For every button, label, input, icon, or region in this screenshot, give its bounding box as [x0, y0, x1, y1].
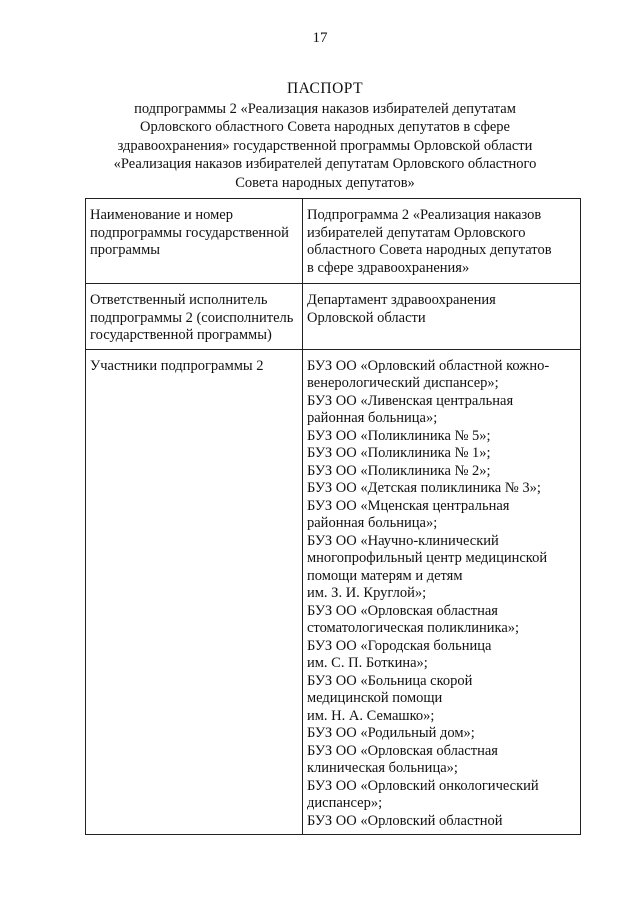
value-line: Подпрограмма 2 «Реализация наказов: [307, 207, 542, 223]
row-value-cell: [303, 284, 581, 350]
participant-line: БУЗ ОО «Орловский онкологический: [307, 777, 539, 794]
label-line: подпрограммы 2 (соисполнитель: [90, 309, 294, 326]
participant-line: клиническая больница»;: [307, 760, 458, 776]
participant-line: БУЗ ОО «Орловский областной: [307, 812, 503, 829]
title-line: Орловского областного Совета народных депутатов в сфере: [139, 119, 510, 135]
value-line: Орловской области: [307, 309, 426, 326]
passport-table: [85, 198, 581, 835]
document-title-block: [60, 80, 590, 192]
value-line: Департамент здравоохранения: [307, 292, 496, 308]
participant-line: БУЗ ОО «Родильный дом»;: [307, 725, 475, 741]
participant-line: помощи матерям и детям: [307, 567, 463, 584]
label-line: Наименование и номер: [90, 207, 233, 223]
participant-line: им. З. И. Круглой»;: [307, 585, 427, 601]
participant-line: БУЗ ОО «Орловский областной кожно-: [307, 357, 550, 374]
document-heading: ПАСПОРТ: [286, 80, 364, 97]
row-label-cell: [86, 349, 303, 835]
label-line: государственной программы): [90, 327, 272, 343]
participant-line: им. С. П. Боткина»;: [307, 655, 428, 671]
participant-line: БУЗ ОО «Научно-клинический: [307, 532, 499, 549]
row-label-cell: [86, 284, 303, 350]
label-line: программы: [90, 242, 160, 258]
value-line: областного Совета народных депутатов: [307, 242, 552, 258]
participant-line: районная больница»;: [307, 410, 438, 426]
participant-line: БУЗ ОО «Мценская центральная: [307, 497, 510, 514]
participant-line: БУЗ ОО «Больница скорой: [307, 672, 473, 689]
participant-line: им. Н. А. Семашко»;: [307, 707, 435, 724]
title-line: Совета народных депутатов»: [235, 174, 415, 191]
label-line: Ответственный исполнитель: [90, 292, 268, 308]
title-line: подпрограммы 2 «Реализация наказов избирателей депутатам: [134, 100, 516, 117]
value-line: избирателей депутатам Орловского: [307, 224, 526, 241]
title-line: «Реализация наказов избирателей депутатам Орловского областного: [113, 156, 537, 172]
row-value-cell: [303, 349, 581, 835]
participant-line: медицинской помощи: [307, 690, 443, 706]
participant-line: БУЗ ОО «Детская поликлиника № 3»;: [307, 480, 541, 496]
page-number: 17: [312, 30, 328, 46]
participant-line: диспансер»;: [307, 795, 383, 811]
participant-line: стоматологическая поликлиника»;: [307, 620, 520, 636]
participant-line: БУЗ ОО «Поликлиника № 5»;: [307, 427, 491, 444]
table-row-program-name: [86, 199, 581, 284]
row-value-cell: [303, 199, 581, 284]
participant-line: БУЗ ОО «Поликлиника № 1»;: [307, 445, 491, 461]
participant-line: районная больница»;: [307, 515, 438, 531]
label-line: Участники подпрограммы 2: [90, 357, 264, 374]
participant-line: БУЗ ОО «Орловская областная: [307, 602, 498, 619]
participant-line: БУЗ ОО «Городская больница: [307, 637, 492, 654]
participant-line: БУЗ ОО «Ливенская центральная: [307, 392, 514, 409]
value-line: в сфере здравоохранения»: [307, 259, 470, 276]
participant-line: БУЗ ОО «Поликлиника № 2»;: [307, 462, 491, 479]
label-line: подпрограммы государственной: [90, 224, 289, 241]
row-label-cell: [86, 199, 303, 284]
table-row-participants: [86, 349, 581, 835]
participant-line: многопрофильный центр медицинской: [307, 550, 548, 566]
participant-line: БУЗ ОО «Орловская областная: [307, 742, 498, 759]
participant-line: венерологический диспансер»;: [307, 375, 499, 391]
table-row-responsible-executor: [86, 284, 581, 350]
title-line: здравоохранения» государственной программы Орловской области: [117, 137, 533, 154]
